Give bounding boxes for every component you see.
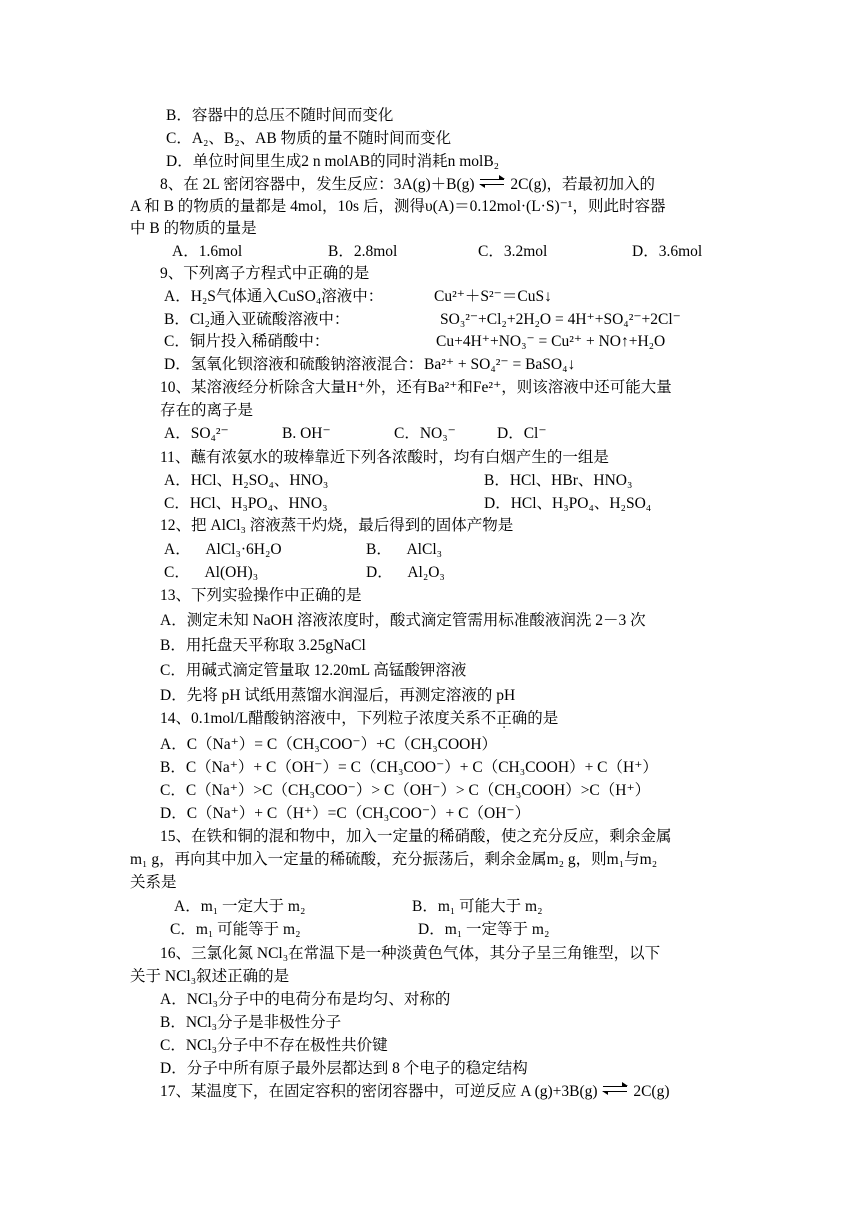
q12-option-a: A． AlCl₃·6H₂O <box>164 541 282 558</box>
q9-c-label: C．铜片投入稀硝酸中： <box>164 333 330 350</box>
q15-stem-line1: 15、在铁和铜的混和物中，加入一定量的稀硝酸，使之充分反应，剩余金属 <box>160 828 672 845</box>
q14-option-c: C．C（Na⁺）>C（CH₃COO⁻）> C（OH⁻）> C（CH₃COOH）>C（H⁺） <box>160 782 651 799</box>
q16-stem-line1: 16、三氯化氮 NCl₃在常温下是一种淡黄色气体，其分子呈三角锥型，以下 <box>160 945 661 962</box>
q14-stem-post: 的是 <box>527 710 559 727</box>
q7-option-d: D．单位时间里生成2 n molAB的同时消耗n molB₂ <box>166 153 500 170</box>
q13-stem: 13、下列实验操作中正确的是 <box>160 587 362 604</box>
q14-option-d: D．C（Na⁺）+ C（H⁺）=C（CH₃COO⁻）+ C（OH⁻） <box>160 805 531 822</box>
q16-option-a: A．NCl₃分子中的电荷分布是均匀、对称的 <box>160 991 451 1008</box>
q11-option-c: C．HCl、H₃PO₄、HNO₃ <box>164 495 328 512</box>
q13-option-d: D．先将 pH 试纸用蒸馏水润湿后，再测定溶液的 pH <box>160 687 516 704</box>
q9-a-label: A．H₂S气体通入CuSO₄溶液中： <box>164 288 384 305</box>
q15-stem-line3: 关系是 <box>130 874 177 891</box>
q11-stem: 11、蘸有浓氨水的玻棒靠近下列各浓酸时，均有白烟产生的一组是 <box>160 449 609 466</box>
q13-option-a: A．测定未知 NaOH 溶液浓度时，酸式滴定管需用标准酸液润洗 2－3 次 <box>160 612 646 629</box>
q7-option-c: C．A₂、B₂、AB 物质的量不随时间而变化 <box>166 130 452 147</box>
q10-option-a: A．SO₄²⁻ <box>164 425 229 442</box>
q9-d-label: D．氢氧化钡溶液和硫酸钠溶液混合： <box>164 356 424 373</box>
q17-stem <box>160 1082 670 1102</box>
q17-stem-pre: 17、某温度下，在固定容积的密闭容器中，可逆反应 A (g)+3B(g) <box>160 1083 598 1100</box>
q16-option-d: D．分子中所有原子最外层都达到 8 个电子的稳定结构 <box>160 1060 528 1077</box>
q10-stem-line1: 10、某溶液经分析除含大量H⁺外，还有Ba²⁺和Fe²⁺，则该溶液中还可能大量 <box>160 379 672 396</box>
q14-option-b: B．C（Na⁺）+ C（OH⁻）= C（CH₃COO⁻）+ C（CH₃COOH）+ C（H⁺） <box>160 759 658 776</box>
q8-stem-line1 <box>160 175 655 195</box>
q14-emphasis-dotted: 不正确 <box>480 710 528 727</box>
equilibrium-arrow-icon <box>478 176 506 188</box>
q14-option-a: A．C（Na⁺）= C（CH₃COO⁻）+C（CH₃COOH） <box>160 736 498 753</box>
q15-option-a: A．m₁ 一定大于 m₂ <box>174 898 306 915</box>
q7-option-b: B．容器中的总压不随时间而变化 <box>166 107 394 124</box>
q10-option-d: D．Cl⁻ <box>497 425 547 442</box>
q8-stem-line3: 中 B 的物质的量是 <box>130 220 257 237</box>
q16-stem-line2: 关于 NCl₃叙述正确的是 <box>130 968 290 985</box>
q9-stem: 9、下列离子方程式中正确的是 <box>160 265 370 282</box>
equilibrium-arrow-icon <box>601 1083 629 1095</box>
q16-option-b: B．NCl₃分子是非极性分子 <box>160 1014 342 1031</box>
q17-stem-post: 2C(g) <box>633 1083 670 1100</box>
q8-stem-post: 2C(g)，若最初加入的 <box>510 176 655 193</box>
q11-option-b: B．HCl、HBr、HNO₃ <box>484 472 633 489</box>
q13-option-b: B．用托盘天平称取 3.25gNaCl <box>160 637 366 654</box>
q15-option-b: B．m₁ 可能大于 m₂ <box>412 898 543 915</box>
q9-b-label: B．Cl₂通入亚硫酸溶液中： <box>164 311 350 328</box>
q11-option-d: D．HCl、H₃PO₄、H₂SO₄ <box>484 495 652 512</box>
q8-option-d: D．3.6mol <box>632 243 703 260</box>
q15-stem-line2: m₁ g，再向其中加入一定量的稀硫酸，充分振荡后，剩余金属m₂ g，则m₁与m₂ <box>130 851 658 868</box>
q9-d-equation: Ba²⁺ + SO₄²⁻ = BaSO₄↓ <box>424 356 576 373</box>
q14-stem <box>160 709 558 729</box>
q13-option-c: C．用碱式滴定管量取 12.20mL 高锰酸钾溶液 <box>160 662 467 679</box>
q8-option-c: C．3.2mol <box>478 243 548 260</box>
q9-a-equation: Cu²⁺＋S²⁻＝CuS↓ <box>434 288 552 305</box>
q16-option-c: C．NCl₃分子中不存在极性共价键 <box>160 1037 388 1054</box>
q10-stem-line2: 存在的离子是 <box>160 402 254 419</box>
q15-option-c: C．m₁ 可能等于 m₂ <box>170 921 301 938</box>
q9-b-equation: SO₃²⁻+Cl₂+2H₂O = 4H⁺+SO₄²⁻+2Cl⁻ <box>440 311 681 328</box>
q12-option-d: D． Al₂O₃ <box>366 564 445 581</box>
q8-stem-line2: A 和 B 的物质的量都是 4mol，10s 后，测得υ(A)＝0.12mol·(L·S)⁻¹，则此时容器 <box>130 198 666 215</box>
q11-option-a: A．HCl、H₂SO₄、HNO₃ <box>164 472 329 489</box>
q12-stem: 12、把 AlCl₃ 溶液蒸干灼烧，最后得到的固体产物是 <box>160 517 514 534</box>
q14-stem-pre: 14、0.1mol/L醋酸钠溶液中，下列粒子浓度关系 <box>160 710 481 727</box>
q8-option-a: A．1.6mol <box>172 243 243 260</box>
q15-option-d: D．m₁ 一定等于 m₂ <box>418 921 550 938</box>
q10-option-b: B. OH⁻ <box>282 425 331 442</box>
q9-c-equation: Cu+4H⁺+NO₃⁻ = Cu²⁺ + NO↑+H₂O <box>436 333 666 350</box>
q12-option-b: B． AlCl₃ <box>366 541 443 558</box>
q8-option-b: B．2.8mol <box>328 243 398 260</box>
q8-stem-pre: 8、在 2L 密闭容器中，发生反应：3A(g)＋B(g) <box>160 176 475 193</box>
q12-option-c: C． Al(OH)₃ <box>164 564 259 581</box>
q10-option-c: C．NO₃⁻ <box>394 425 456 442</box>
